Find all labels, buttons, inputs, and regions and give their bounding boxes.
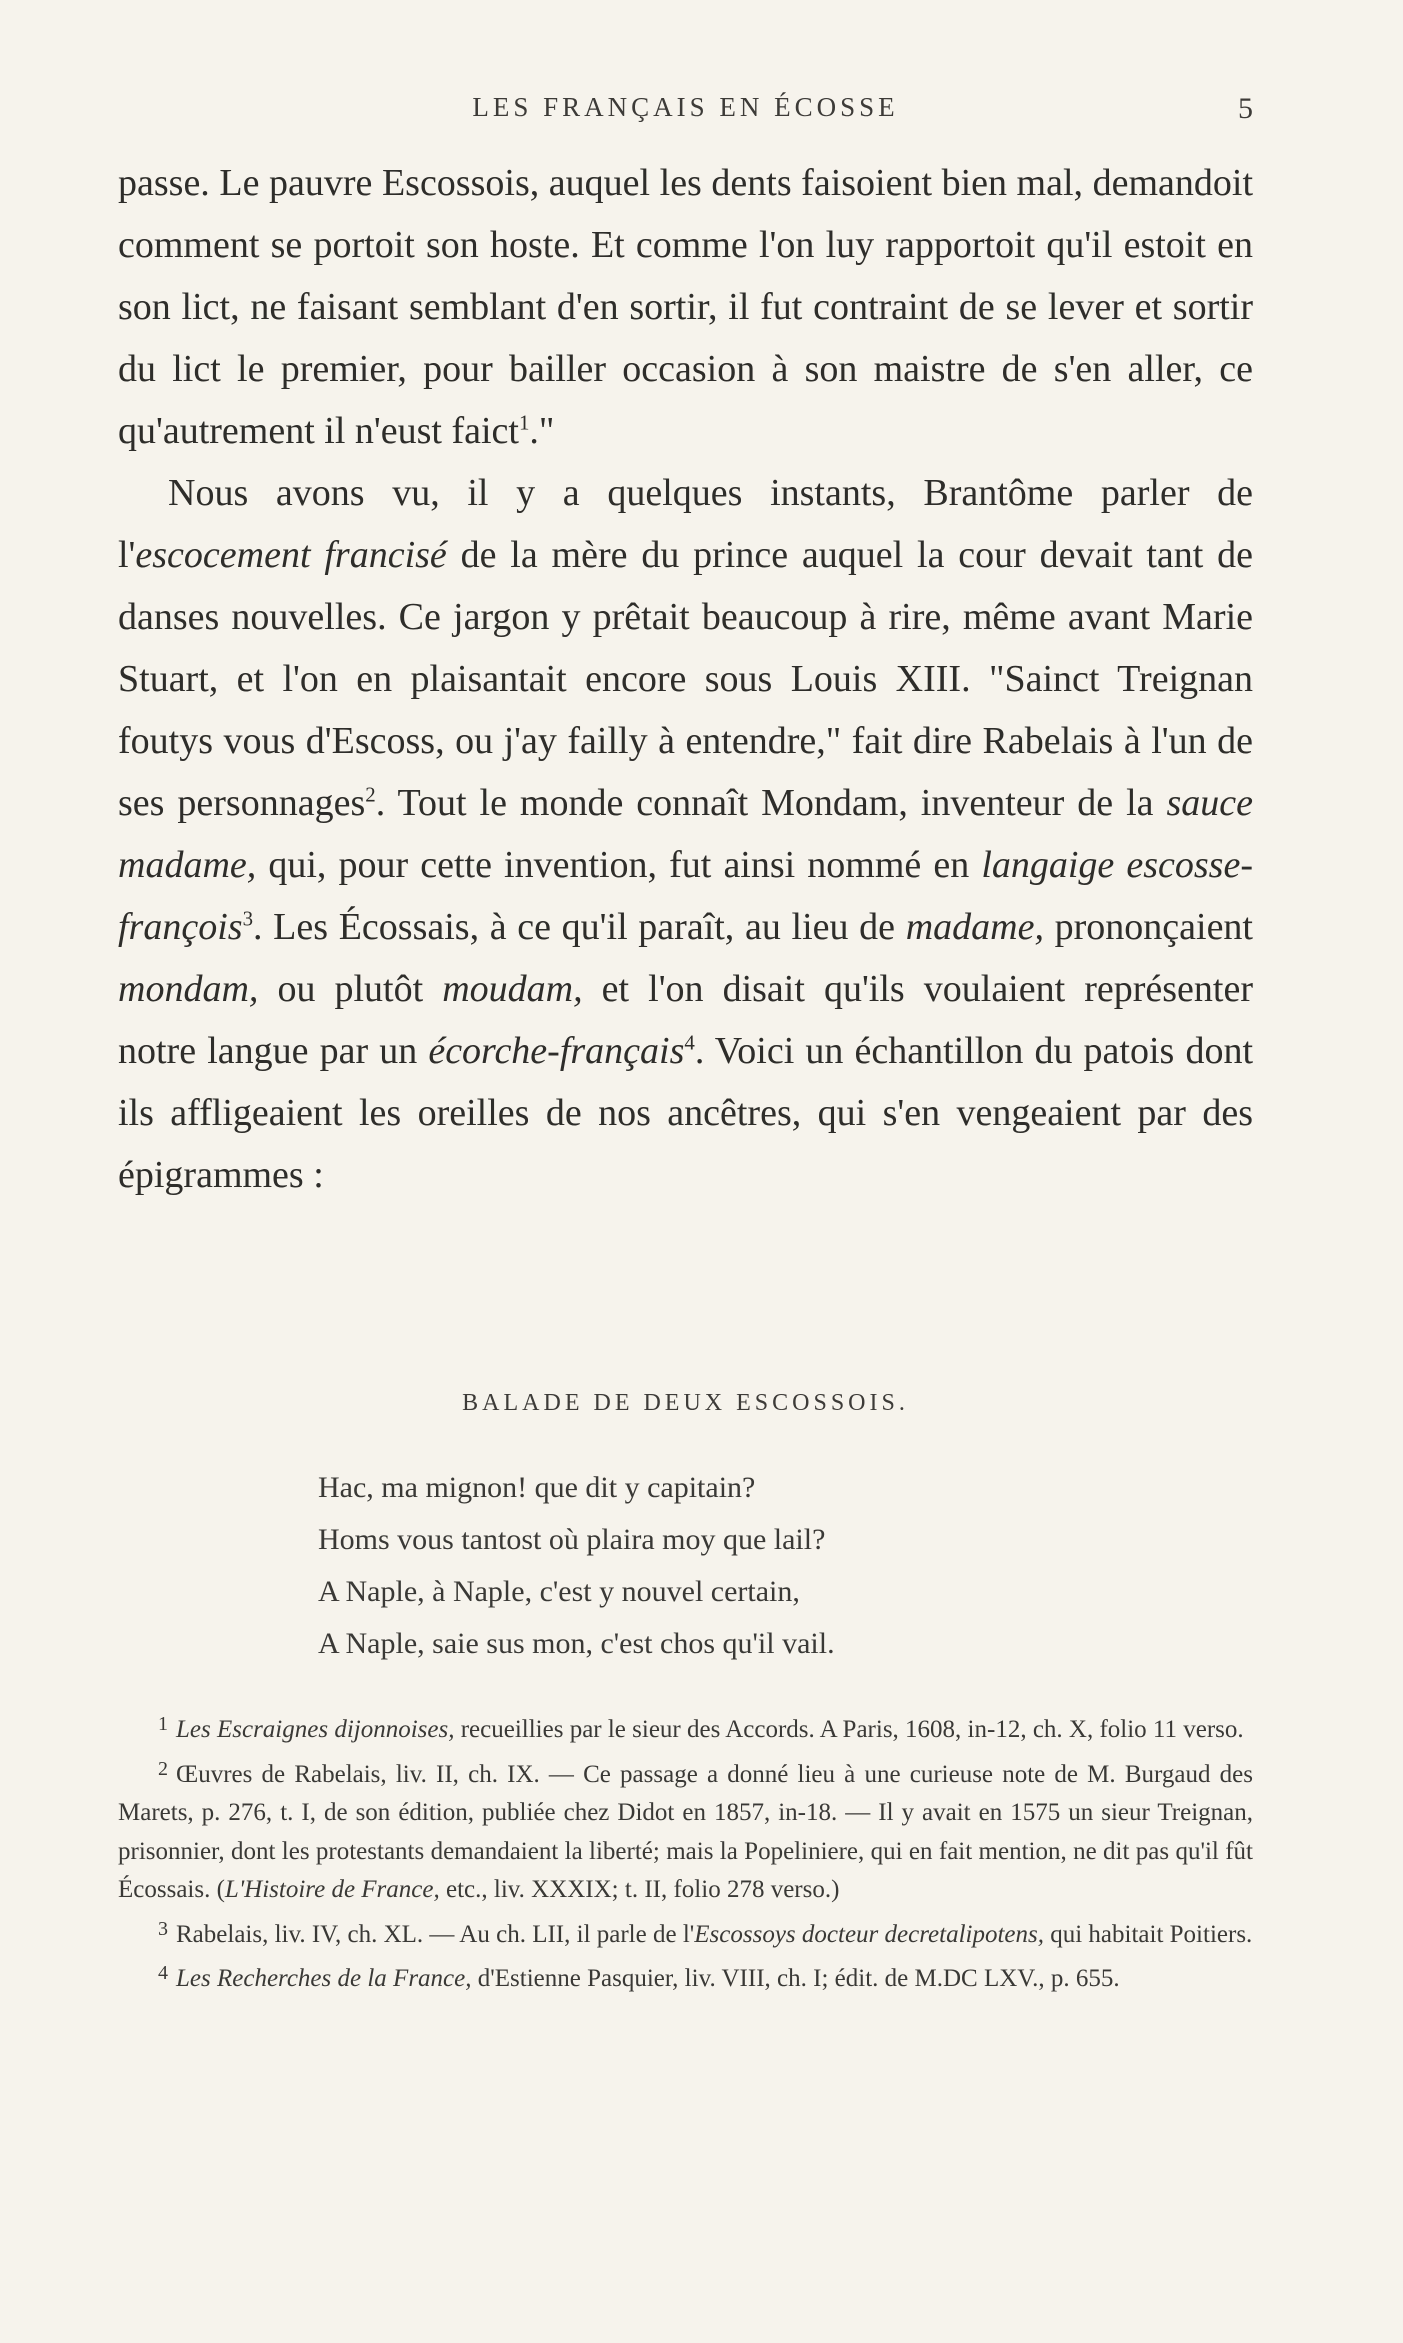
footnote-number: 4 [158, 1962, 168, 1984]
italic-term: Les Escraignes dijonnoises, [176, 1716, 455, 1743]
footnote-ref: 2 [365, 782, 376, 807]
footnotes [118, 1705, 1253, 1999]
text-segment: ou plutôt [258, 968, 443, 1010]
text-segment: Nous avons vu, il y a quelques instants, Brantôme parler de l' [118, 472, 1253, 576]
paragraph-1 [118, 152, 1253, 462]
italic-term: madame, [905, 906, 1044, 948]
footnote-number: 2 [158, 1757, 168, 1780]
verse-line: A Naple, saie sus mon, c'est chos qu'il vail. [318, 1627, 835, 1660]
italic-term: sauce madame, [118, 782, 1253, 886]
paragraph-2 [118, 462, 1253, 1206]
footnote-number: 1 [158, 1713, 168, 1735]
italic-term: L'Histoire de France, [224, 1876, 440, 1903]
verse-line: Hac, ma mignon! que dit y capitain? [318, 1471, 756, 1504]
italic-term: Escossoys docteur decretalipotens, [694, 1920, 1044, 1948]
running-title: LES FRANÇAIS EN ÉCOSSE [472, 92, 899, 122]
ballad-verses [318, 1462, 1118, 1670]
footnote-1 [118, 1705, 1253, 1750]
main-text [118, 152, 1253, 1206]
text-segment: ." [529, 410, 555, 452]
text-segment: etc., liv. XXXIX; t. II, folio 278 verso.) [439, 1876, 840, 1903]
text-segment: Rabelais, liv. IV, ch. XL. — Au ch. LII, il parle de l' [176, 1920, 695, 1948]
footnote-4 [118, 1954, 1253, 1999]
text-segment: . Voici un échantillon du patois dont ils affligeaient les oreilles de nos ancêtres, qui s'en vengeaient par des épigrammes : [118, 1030, 1253, 1196]
text-segment: prononçaient [1043, 906, 1253, 948]
page-header [118, 92, 1253, 132]
page-number: 5 [1238, 92, 1253, 125]
verse-line: Homs vous tantost où plaira moy que lail? [318, 1523, 826, 1556]
verse-line: A Naple, à Naple, c'est y nouvel certain, [318, 1575, 800, 1608]
text-segment: d'Estienne Pasquier, liv. VIII, ch. I; édit. de M.DC LXV., p. 655. [471, 1965, 1120, 1992]
text-segment: et l'on disait qu'ils voulaient représenter notre langue par un [118, 968, 1253, 1072]
text-segment: qui habitait Poitiers. [1043, 1920, 1253, 1948]
italic-term: escocement francisé [135, 534, 447, 576]
text-segment: recueillies par le sieur des Accords. A Paris, 1608, in-12, ch. X, folio 11 verso. [454, 1716, 1244, 1743]
footnote-number: 3 [158, 1917, 168, 1940]
italic-term: écorche-français [428, 1030, 685, 1072]
footnote-2 [118, 1750, 1253, 1910]
text-segment: . Tout le monde connaît Mondam, inventeur de la [375, 782, 1167, 824]
text-segment: . Les Écossais, à ce qu'il paraît, au lieu de [253, 906, 906, 948]
text-segment: de la mère du prince auquel la cour devait tant de danses nouvelles. Ce jargon y prêtait beaucoup à rire, même avant Marie Stuart, et l'on en plaisantait encore sous Louis XIII. "Sainct Treignan foutys vous d'Escoss, ou j'ay failly à entendre," fait dire Rabelais à l'un de ses personnages [118, 534, 1253, 824]
text-segment: Œuvres de Rabelais, liv. II, ch. IX. — Ce passage a donné lieu à une curieuse note de M. Burgaud des Marets, p. 276, t. I, de son édition, publiée chez Didot en 1857, in-18. — Il y avait en 1575 un sieur Treignan, prisonnier, dont les protestants demandaient la liberté; mais la Popeliniere, qui en fait mention, ne dit pas qu'il fût Écossais. ( [118, 1760, 1253, 1903]
italic-term: Les Recherches de la France, [176, 1965, 472, 1992]
footnote-ref: 4 [684, 1030, 695, 1055]
footnote-3 [118, 1910, 1253, 1955]
footnote-ref: 1 [518, 410, 530, 435]
italic-term: langaige escosse-françois [118, 844, 1253, 948]
footnote-ref: 3 [242, 906, 254, 931]
italic-term: moudam, [442, 968, 583, 1010]
italic-term: mondam, [118, 968, 259, 1010]
text-segment: passe. Le pauvre Escossois, auquel les dents faisoient bien mal, demandoit comment se portoit son hoste. Et comme l'on luy rapportoit qu'il estoit en son lict, ne faisant semblant d'en sortir, il fut contraint de se lever et sortir du lict le premier, pour bailler occasion à son maistre de s'en aller, ce qu'autrement il n'eust faict [118, 162, 1253, 452]
ballad-title: BALADE DE DEUX ESCOSSOIS. [462, 1390, 909, 1416]
text-segment: qui, pour cette invention, fut ainsi nommé en [256, 844, 982, 886]
